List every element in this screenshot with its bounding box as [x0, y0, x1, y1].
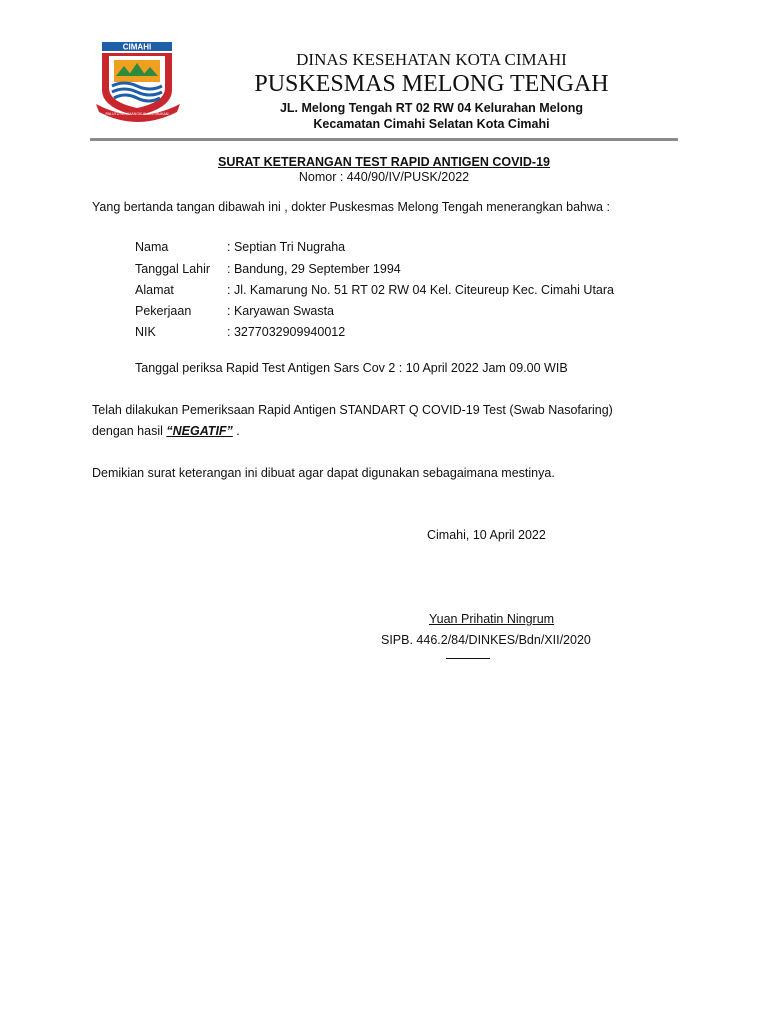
result-suffix: .	[232, 424, 240, 438]
field-value-alamat: : Jl. Kamarung No. 51 RT 02 RW 04 Kel. Citeureup Kec. Cimahi Utara	[227, 283, 614, 297]
place-date: Cimahi, 10 April 2022	[427, 528, 546, 542]
field-label-nik: NIK	[135, 325, 156, 339]
signature-underline	[446, 658, 490, 659]
institution-name: PUSKESMAS MELONG TENGAH	[254, 71, 609, 97]
letter-title: SURAT KETERANGAN TEST RAPID ANTIGEN COVID-19	[218, 155, 550, 169]
signatory-sipb: SIPB. 446.2/84/DINKES/Bdn/XII/2020	[381, 633, 591, 647]
field-value-nama: : Septian Tri Nugraha	[227, 240, 346, 254]
field-label-pekerjaan: Pekerjaan	[135, 304, 192, 318]
result-line-1: Telah dilakukan Pemeriksaan Rapid Antigen STANDART Q COVID-19 Test (Swab Nasofaring)	[92, 403, 613, 417]
exam-date-text: Tanggal periksa Rapid Test Antigen Sars Cov 2 : 10 April 2022 Jam 09.00 WIB	[135, 361, 568, 375]
field-label-alamat: Alamat	[135, 283, 174, 297]
address-line-1: JL. Melong Tengah RT 02 RW 04 Kelurahan Melong	[279, 101, 584, 115]
field-label-tanggal-lahir: Tanggal Lahir	[135, 262, 211, 276]
logo-text: CIMAHI	[122, 42, 152, 52]
result-prefix: dengan hasil	[92, 424, 167, 438]
field-value-tanggal-lahir: : Bandung, 29 September 1994	[227, 262, 401, 276]
logo-motto: PALUTU NGAMANGKUK JATI MUKAN	[105, 112, 169, 116]
letter-number: Nomor : 440/90/IV/PUSK/2022	[298, 170, 470, 184]
result-value: “NEGATIF”	[166, 424, 233, 438]
intro-text: Yang bertanda tangan dibawah ini , dokter Puskesmas Melong Tengah menerangkan bahwa :	[92, 200, 610, 214]
result-line-2	[92, 424, 240, 438]
closing-text: Demikian surat keterangan ini dibuat agar dapat digunakan sebagaimana mestinya.	[92, 466, 555, 480]
field-label-nama: Nama	[135, 240, 169, 254]
signatory-name: Yuan Prihatin Ningrum	[429, 612, 555, 626]
field-value-nik: : 3277032909940012	[227, 325, 346, 339]
address-line-2: Kecamatan Cimahi Selatan Kota Cimahi	[313, 117, 550, 131]
field-value-pekerjaan: : Karyawan Swasta	[227, 304, 334, 318]
header-divider	[90, 138, 678, 141]
agency-name: DINAS KESEHATAN KOTA CIMAHI	[296, 50, 567, 69]
